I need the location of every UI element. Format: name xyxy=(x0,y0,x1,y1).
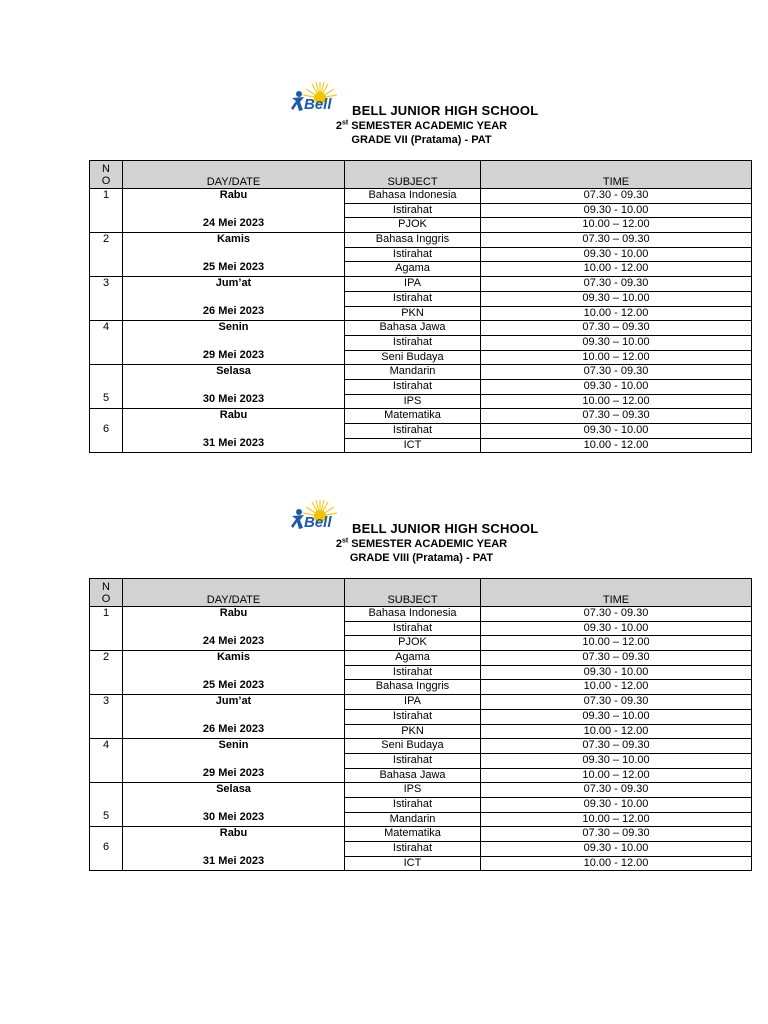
school-name: BELL JUNIOR HIGH SCHOOL xyxy=(352,521,539,536)
time-cell: 07.30 – 09.30 xyxy=(481,827,752,842)
time-cell: 09.30 - 10.00 xyxy=(481,842,752,857)
time-cell: 09.30 – 10.00 xyxy=(481,709,752,724)
subject-cell: Istirahat xyxy=(345,379,481,394)
time-cell: 10.00 - 12.00 xyxy=(481,438,752,453)
row-number-mid xyxy=(90,753,122,766)
day-name: Selasa xyxy=(216,783,251,796)
day-name: Kamis xyxy=(216,233,251,246)
schedule-table xyxy=(89,160,752,453)
subject-cell: IPS xyxy=(345,783,481,798)
header-time: TIME xyxy=(481,579,752,607)
time-cell: 07.30 - 09.30 xyxy=(481,277,752,292)
time-cell: 07.30 – 09.30 xyxy=(481,739,752,754)
time-cell: 07.30 - 09.30 xyxy=(481,783,752,798)
time-cell: 09.30 - 10.00 xyxy=(481,665,752,680)
day-name: Kamis xyxy=(216,651,251,664)
subject-cell: Istirahat xyxy=(345,665,481,680)
day-date-cell xyxy=(123,189,345,233)
row-number-bottom xyxy=(90,766,122,779)
row-number xyxy=(90,827,123,871)
time-cell: 09.30 - 10.00 xyxy=(481,379,752,394)
subject-cell: Istirahat xyxy=(345,709,481,724)
row-number-top xyxy=(90,365,122,379)
time-cell: 07.30 - 09.30 xyxy=(481,695,752,710)
row-number-mid xyxy=(90,621,122,634)
day-date-cell xyxy=(123,321,345,365)
semester-line xyxy=(0,120,768,132)
subject-cell: Matematika xyxy=(345,827,481,842)
day-name: Rabu xyxy=(219,409,248,422)
subject-cell: Istirahat xyxy=(345,842,481,857)
subject-cell: Bahasa Inggris xyxy=(345,680,481,695)
subject-cell: Bahasa Indonesia xyxy=(345,189,481,204)
subject-cell: Istirahat xyxy=(345,335,481,350)
subject-cell: Istirahat xyxy=(345,753,481,768)
day-date-cell xyxy=(123,365,345,409)
grade-line: GRADE VIII (Pratama) - PAT xyxy=(349,552,494,564)
subject-cell: Istirahat xyxy=(345,291,481,306)
day-name: Jum’at xyxy=(215,277,252,290)
row-number xyxy=(90,651,123,695)
subject-cell: Istirahat xyxy=(345,247,481,262)
row-number-top: 2 xyxy=(102,233,110,246)
subject-cell: Istirahat xyxy=(345,203,481,218)
time-cell: 10.00 – 12.00 xyxy=(481,768,752,783)
row-number xyxy=(90,233,123,277)
time-cell: 07.30 - 09.30 xyxy=(481,365,752,380)
table-row xyxy=(90,607,752,622)
row-number-top: 2 xyxy=(102,651,110,664)
row-number-mid: 6 xyxy=(102,423,110,436)
day-name: Rabu xyxy=(219,189,248,201)
time-cell: 07.30 – 09.30 xyxy=(481,321,752,336)
time-cell: 09.30 – 10.00 xyxy=(481,335,752,350)
row-number-bottom xyxy=(90,722,122,735)
time-cell: 10.00 – 12.00 xyxy=(481,394,752,409)
row-number xyxy=(90,783,123,827)
subject-cell: ICT xyxy=(345,438,481,453)
subject-cell: ICT xyxy=(345,856,481,871)
time-cell: 07.30 - 09.30 xyxy=(481,607,752,622)
header-day-date: DAY/DATE xyxy=(123,579,345,607)
exam-date: 26 Mei 2023 xyxy=(202,305,265,318)
schedule-section xyxy=(0,418,768,869)
row-number-top: 1 xyxy=(102,607,110,619)
row-number-bottom xyxy=(90,304,122,317)
row-number-top: 1 xyxy=(102,189,110,201)
subject-cell: Bahasa Indonesia xyxy=(345,607,481,622)
row-number xyxy=(90,189,123,233)
row-number-mid xyxy=(90,247,122,260)
row-number-bottom xyxy=(90,260,122,273)
row-number-mid xyxy=(90,709,122,722)
day-name: Senin xyxy=(218,739,249,752)
subject-cell: PKN xyxy=(345,724,481,739)
table-row xyxy=(90,783,752,798)
row-number-top: 3 xyxy=(102,695,110,708)
subject-cell: Bahasa Jawa xyxy=(345,768,481,783)
row-number-top: 4 xyxy=(102,321,110,334)
time-cell: 09.30 - 10.00 xyxy=(481,621,752,636)
row-number-bottom xyxy=(90,678,122,691)
day-name: Selasa xyxy=(216,365,251,378)
row-number-bottom xyxy=(90,216,122,229)
table-row xyxy=(90,739,752,754)
table-row xyxy=(90,189,752,204)
subject-cell: IPA xyxy=(345,277,481,292)
row-number xyxy=(90,607,123,651)
day-date-cell xyxy=(123,651,345,695)
subject-cell: PKN xyxy=(345,306,481,321)
row-number-mid xyxy=(90,665,122,678)
exam-date: 24 Mei 2023 xyxy=(202,635,265,647)
row-number-top: 3 xyxy=(102,277,110,290)
exam-date: 31 Mei 2023 xyxy=(202,855,265,868)
header-subject: SUBJECT xyxy=(345,161,481,189)
subject-cell: Mandarin xyxy=(345,812,481,827)
exam-date: 26 Mei 2023 xyxy=(202,723,265,736)
semester-number: 2 xyxy=(335,120,342,132)
semester-number: 2 xyxy=(335,538,342,550)
time-cell: 09.30 – 10.00 xyxy=(481,753,752,768)
exam-date: 25 Mei 2023 xyxy=(202,261,265,274)
subject-cell: Seni Budaya xyxy=(345,739,481,754)
subject-cell: IPA xyxy=(345,695,481,710)
bell-school-logo-icon xyxy=(290,498,344,538)
row-number-mid xyxy=(90,379,122,392)
time-cell: 10.00 - 12.00 xyxy=(481,724,752,739)
semester-text: SEMESTER ACADEMIC YEAR xyxy=(348,120,508,132)
time-cell: 10.00 - 12.00 xyxy=(481,856,752,871)
table-row xyxy=(90,321,752,336)
day-date-cell xyxy=(123,233,345,277)
row-number-top xyxy=(90,827,122,841)
time-cell: 07.30 – 09.30 xyxy=(481,409,752,424)
day-date-cell xyxy=(123,277,345,321)
bell-school-logo-icon xyxy=(290,80,344,120)
time-cell: 10.00 – 12.00 xyxy=(481,812,752,827)
subject-cell: Matematika xyxy=(345,409,481,424)
day-name: Senin xyxy=(218,321,249,334)
row-number-bottom xyxy=(90,854,122,867)
table-row xyxy=(90,277,752,292)
semester-line xyxy=(0,538,768,550)
svg-text:Bell: Bell xyxy=(304,96,332,113)
subject-cell: Agama xyxy=(345,651,481,666)
time-cell: 09.30 - 10.00 xyxy=(481,247,752,262)
time-cell: 10.00 – 12.00 xyxy=(481,636,752,651)
day-name: Jum’at xyxy=(215,695,252,708)
subject-cell: Agama xyxy=(345,262,481,277)
row-number-mid xyxy=(90,203,122,216)
row-number-mid: 6 xyxy=(102,841,110,854)
row-number-bottom: 5 xyxy=(102,392,110,405)
time-cell: 07.30 – 09.30 xyxy=(481,233,752,248)
time-cell: 09.30 - 10.00 xyxy=(481,797,752,812)
table-row xyxy=(90,827,752,842)
exam-date: 24 Mei 2023 xyxy=(202,217,265,229)
time-cell: 10.00 - 12.00 xyxy=(481,306,752,321)
time-cell: 10.00 - 12.00 xyxy=(481,262,752,277)
svg-text:Bell: Bell xyxy=(304,514,332,531)
exam-date: 29 Mei 2023 xyxy=(202,767,265,780)
school-name: BELL JUNIOR HIGH SCHOOL xyxy=(352,103,539,118)
subject-cell: Bahasa Inggris xyxy=(345,233,481,248)
day-date-cell xyxy=(123,783,345,827)
exam-date: 29 Mei 2023 xyxy=(202,349,265,362)
table-row xyxy=(90,651,752,666)
row-number xyxy=(90,321,123,365)
subject-cell: Istirahat xyxy=(345,621,481,636)
time-cell: 10.00 – 12.00 xyxy=(481,218,752,233)
row-number xyxy=(90,365,123,409)
header-no: N O xyxy=(90,579,123,607)
exam-date: 25 Mei 2023 xyxy=(202,679,265,692)
row-number-mid xyxy=(90,335,122,348)
semester-ordinal: st xyxy=(341,119,349,127)
subject-cell: Istirahat xyxy=(345,797,481,812)
time-cell: 10.00 – 12.00 xyxy=(481,350,752,365)
time-cell: 09.30 - 10.00 xyxy=(481,424,752,439)
table-row xyxy=(90,695,752,710)
time-cell: 09.30 - 10.00 xyxy=(481,203,752,218)
subject-cell: PJOK xyxy=(345,218,481,233)
row-number-bottom xyxy=(90,348,122,361)
semester-text: SEMESTER ACADEMIC YEAR xyxy=(348,538,508,550)
header-time: TIME xyxy=(481,161,752,189)
schedule-table xyxy=(89,578,752,871)
subject-cell: IPS xyxy=(345,394,481,409)
row-number xyxy=(90,695,123,739)
day-date-cell xyxy=(123,827,345,871)
day-name: Rabu xyxy=(219,607,248,619)
time-cell: 07.30 – 09.30 xyxy=(481,651,752,666)
subject-cell: Mandarin xyxy=(345,365,481,380)
subject-cell: Seni Budaya xyxy=(345,350,481,365)
grade-line: GRADE VII (Pratama) - PAT xyxy=(351,134,492,146)
row-number-top xyxy=(90,783,122,797)
row-number-mid xyxy=(90,797,122,810)
row-number xyxy=(90,739,123,783)
header-day-date: DAY/DATE xyxy=(123,161,345,189)
subject-cell: Istirahat xyxy=(345,424,481,439)
day-name: Rabu xyxy=(219,827,248,840)
time-cell: 10.00 - 12.00 xyxy=(481,680,752,695)
day-date-cell xyxy=(123,607,345,651)
day-date-cell xyxy=(123,695,345,739)
time-cell: 09.30 – 10.00 xyxy=(481,291,752,306)
schedule-section xyxy=(0,0,768,451)
day-date-cell xyxy=(123,739,345,783)
exam-date: 31 Mei 2023 xyxy=(202,437,265,450)
row-number-top: 4 xyxy=(102,739,110,752)
table-row xyxy=(90,233,752,248)
row-number-mid xyxy=(90,291,122,304)
time-cell: 07.30 - 09.30 xyxy=(481,189,752,204)
semester-ordinal: st xyxy=(341,537,349,545)
exam-date: 30 Mei 2023 xyxy=(202,811,265,824)
table-row xyxy=(90,365,752,380)
subject-cell: Bahasa Jawa xyxy=(345,321,481,336)
row-number xyxy=(90,277,123,321)
subject-cell: PJOK xyxy=(345,636,481,651)
exam-date: 30 Mei 2023 xyxy=(202,393,265,406)
header-subject: SUBJECT xyxy=(345,579,481,607)
header-no: N O xyxy=(90,161,123,189)
row-number-bottom xyxy=(90,634,122,647)
row-number-bottom: 5 xyxy=(102,810,110,823)
